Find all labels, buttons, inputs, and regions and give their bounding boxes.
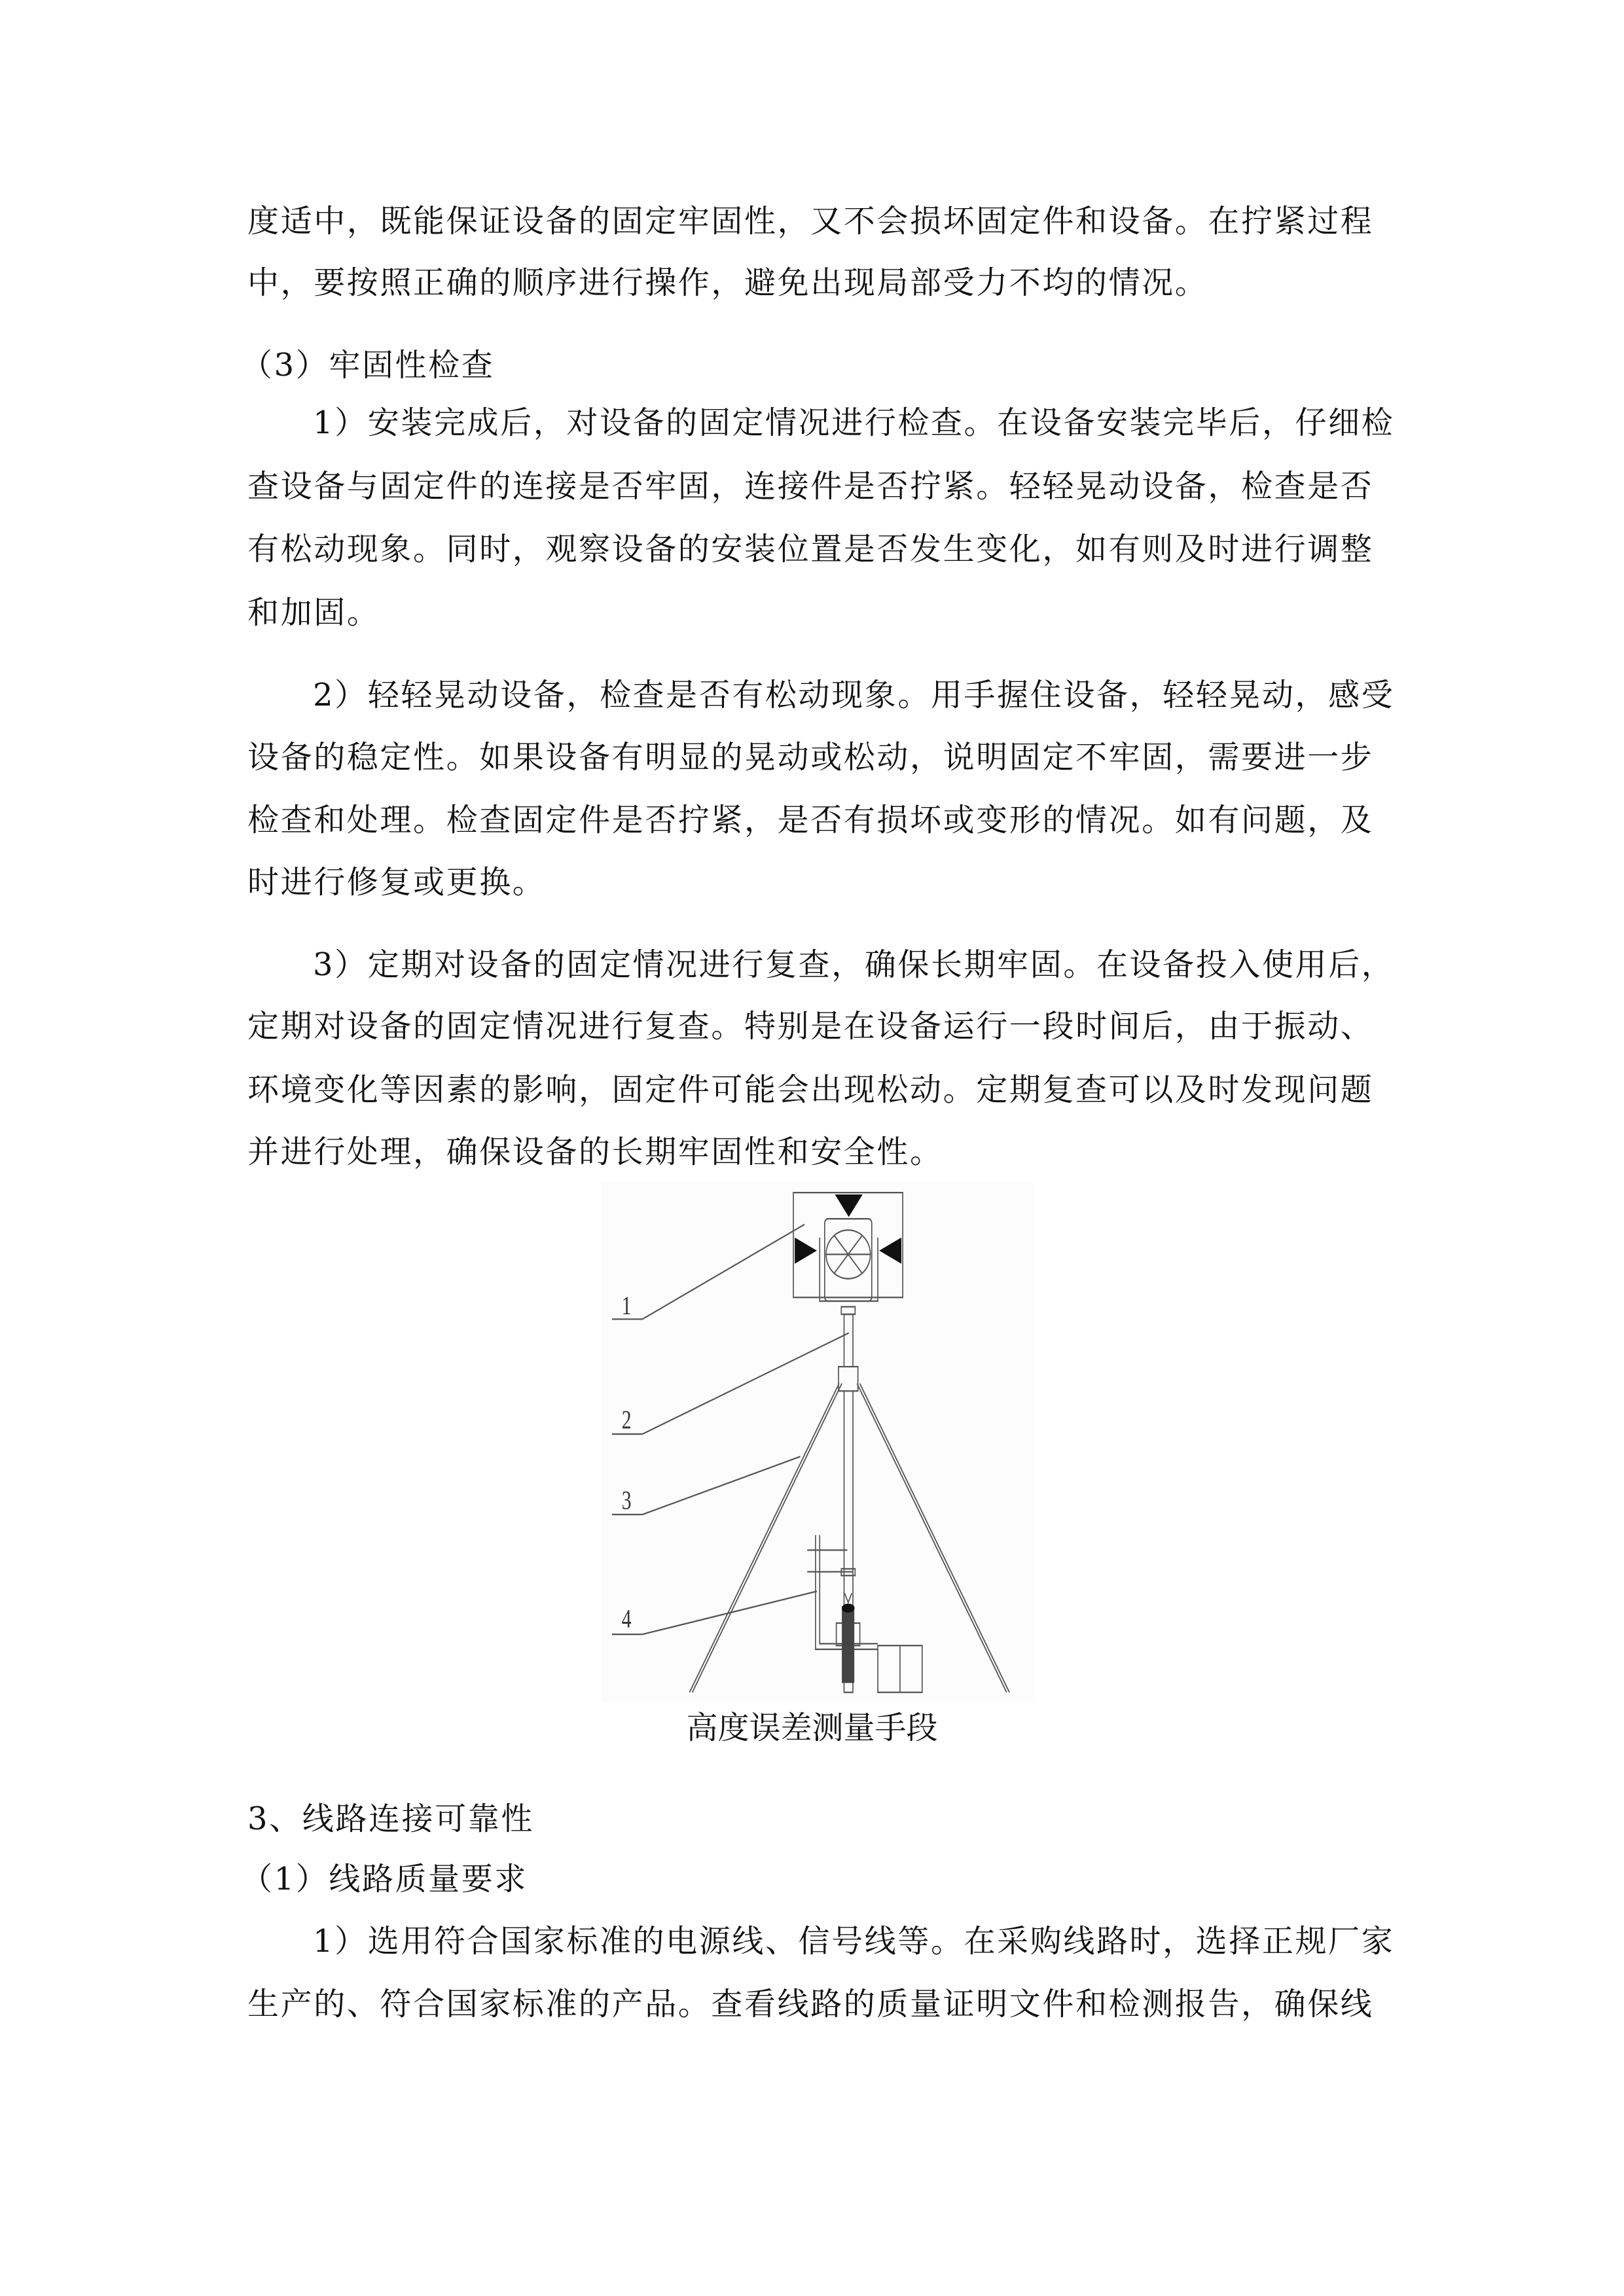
text-line: 中，要按照正确的顺序进行操作，避免出现局部受力不均的情况。: [247, 264, 1208, 301]
figure-height-measurement: [601, 1181, 1033, 1702]
text-line: 1）选用符合国家标准的电源线、信号线等。在采购线路时，选择正规厂家: [313, 1923, 1395, 1960]
text-line: 有松动现象。同时，观察设备的安装位置是否发生变化，如有则及时进行调整: [247, 531, 1374, 567]
text-line: 度适中，既能保证设备的固定牢固性，又不会损坏固定件和设备。在拧紧过程: [247, 203, 1374, 240]
subsection-heading: （1）线路质量要求: [241, 1861, 528, 1897]
text-line: 时进行修复或更换。: [247, 864, 546, 901]
text-line: 环境变化等因素的影响，固定件可能会出现松动。定期复查可以及时发现问题: [247, 1071, 1374, 1108]
text-line: 3）定期对设备的固定情况进行复查，确保长期牢固。在设备投入使用后，: [313, 946, 1395, 983]
text-line: 定期对设备的固定情况进行复查。特别是在设备运行一段时间后，由于振动、: [247, 1008, 1374, 1045]
label-1: 1: [621, 1291, 632, 1321]
figure-caption: 高度误差测量手段: [686, 1710, 938, 1746]
label-4: 4: [621, 1604, 632, 1634]
section-heading: 3、线路连接可靠性: [247, 1801, 534, 1837]
text-line: 查设备与固定件的连接是否牢固，连接件是否拧紧。轻轻晃动设备，检查是否: [247, 468, 1374, 505]
screw: [842, 1606, 854, 1683]
label-3: 3: [621, 1486, 632, 1515]
text-line: 设备的稳定性。如果设备有明显的晃动或松动，说明固定不牢固，需要进一步: [247, 739, 1374, 776]
label-2: 2: [621, 1405, 632, 1435]
text-line: 2）轻轻晃动设备，检查是否有松动现象。用手握住设备，轻轻晃动，感受: [313, 677, 1395, 713]
text-line: 并进行处理，确保设备的长期牢固性和安全性。: [247, 1134, 943, 1170]
text-line: 检查和处理。检查固定件是否拧紧，是否有损坏或变形的情况。如有问题，及: [247, 802, 1374, 838]
text-line: 1）安装完成后，对设备的固定情况进行检查。在设备安装完毕后，仔细检: [313, 404, 1395, 441]
tripod-head: [839, 1367, 858, 1391]
section-heading: （3）牢固性检查: [241, 347, 495, 384]
text-line: 生产的、符合国家标准的产品。查看线路的质量证明文件和检测报告，确保线: [247, 1986, 1374, 2022]
text-line: 和加固。: [247, 594, 380, 631]
